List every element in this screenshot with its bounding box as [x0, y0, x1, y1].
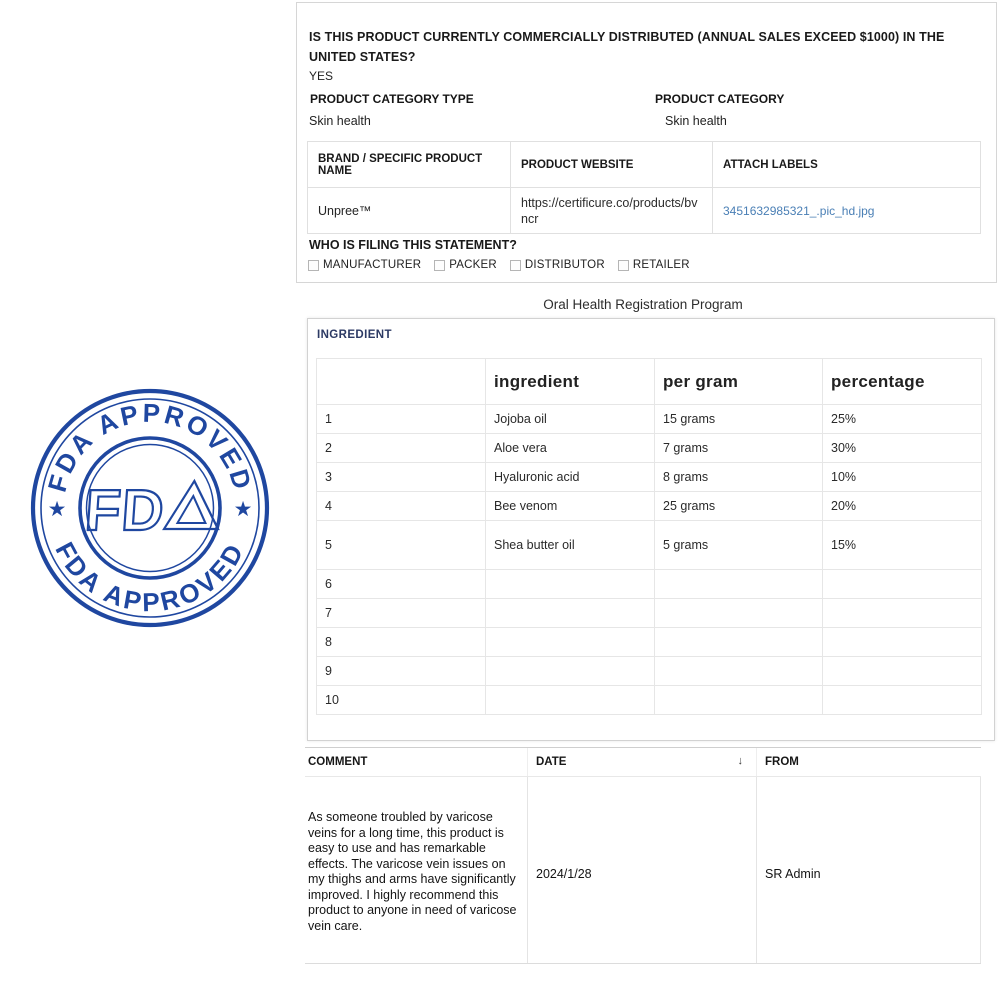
- ingredient-table: [316, 358, 982, 715]
- row-number: 10: [317, 686, 486, 715]
- filing-option-packer[interactable]: [434, 259, 497, 271]
- distributor-label: DISTRIBUTOR: [524, 259, 605, 271]
- comment-from: SR Admin: [757, 777, 981, 963]
- retailer-checkbox[interactable]: [618, 260, 629, 271]
- sort-descending-icon[interactable]: ↓: [737, 755, 743, 767]
- percentage-cell: 10%: [823, 463, 982, 492]
- manufacturer-label: MANUFACTURER: [323, 259, 422, 271]
- filing-option-distributor[interactable]: [510, 259, 605, 271]
- fda-logo: [83, 478, 222, 543]
- per-gram-cell: [655, 657, 823, 686]
- packer-label: PACKER: [449, 259, 497, 271]
- table-row: [317, 463, 982, 492]
- table-row: [317, 628, 982, 657]
- row-number: 7: [317, 599, 486, 628]
- stamp-bottom-text: FDA APPROVED: [49, 536, 251, 618]
- table-row: [317, 521, 982, 570]
- row-number: 3: [317, 463, 486, 492]
- per-gram-cell: 15 grams: [655, 405, 823, 434]
- ingredient-header: ingredient: [486, 359, 655, 405]
- brand-name-header: BRAND / SPECIFIC PRODUCT NAME: [308, 142, 511, 188]
- filing-options: [308, 259, 690, 271]
- table-row: [317, 657, 982, 686]
- per-gram-cell: 25 grams: [655, 492, 823, 521]
- table-row: [317, 405, 982, 434]
- row-number: 5: [317, 521, 486, 570]
- comment-text: As someone troubled by varicose veins for a long time, this product is easy to use and has remarkable effects. The varicose vein issues on my thighs and arms have significantly improved. I highly recommend this product to anyone in need of varicose vein care.: [305, 777, 528, 963]
- packer-checkbox[interactable]: [434, 260, 445, 271]
- comment-header: COMMENT: [305, 748, 528, 776]
- product-category-type-value: Skin health: [309, 114, 371, 128]
- table-row: [308, 188, 981, 234]
- ingredient-cell: [486, 657, 655, 686]
- row-number: 6: [317, 570, 486, 599]
- comment-table-body: [305, 777, 981, 964]
- filing-option-manufacturer[interactable]: [308, 259, 421, 271]
- row-number: 4: [317, 492, 486, 521]
- per-gram-cell: [655, 686, 823, 715]
- from-header: FROM: [765, 756, 799, 768]
- per-gram-cell: [655, 628, 823, 657]
- fda-approved-stamp: [28, 386, 272, 630]
- per-gram-cell: 7 grams: [655, 434, 823, 463]
- distributor-checkbox[interactable]: [510, 260, 521, 271]
- ingredient-cell: Bee venom: [486, 492, 655, 521]
- product-category-label: PRODUCT CATEGORY: [655, 92, 785, 106]
- fda-logo-fd-text: FD: [83, 478, 167, 543]
- product-website-value: https://certificure.co/products/bvncr: [521, 195, 698, 226]
- percentage-cell: [823, 599, 982, 628]
- table-row: [317, 570, 982, 599]
- retailer-label: RETAILER: [632, 259, 690, 271]
- ingredient-cell: [486, 686, 655, 715]
- comment-date: 2024/1/28: [528, 777, 757, 963]
- distribution-answer: YES: [309, 69, 334, 83]
- table-row: [317, 492, 982, 521]
- percentage-cell: 30%: [823, 434, 982, 463]
- product-category-type-label: PRODUCT CATEGORY TYPE: [310, 92, 474, 106]
- per-gram-cell: [655, 599, 823, 628]
- row-number-header: [317, 359, 486, 405]
- ingredient-cell: [486, 599, 655, 628]
- row-number: 8: [317, 628, 486, 657]
- ingredient-cell: [486, 628, 655, 657]
- percentage-cell: [823, 686, 982, 715]
- percentage-header: percentage: [823, 359, 982, 405]
- distribution-question: IS THIS PRODUCT CURRENTLY COMMERCIALLY DISTRIBUTED (ANNUAL SALES EXCEED $1000) IN THE UNITED STATES?: [309, 30, 945, 64]
- percentage-cell: 25%: [823, 405, 982, 434]
- attach-labels-header: ATTACH LABELS: [713, 142, 981, 188]
- table-row: [317, 599, 982, 628]
- percentage-cell: 15%: [823, 521, 982, 570]
- attach-label-link[interactable]: 3451632985321_.pic_hd.jpg: [723, 203, 875, 218]
- row-number: 9: [317, 657, 486, 686]
- comment-table-header: [305, 748, 981, 777]
- table-row: [317, 686, 982, 715]
- ingredient-cell: Aloe vera: [486, 434, 655, 463]
- date-header-label: DATE: [536, 756, 567, 768]
- ingredient-cell: Hyaluronic acid: [486, 463, 655, 492]
- filing-option-retailer[interactable]: [618, 259, 690, 271]
- stamp-top-text: FDA APPROVED: [41, 397, 259, 496]
- per-gram-cell: [655, 570, 823, 599]
- stamp-star-left-icon: ★: [47, 498, 67, 521]
- brand-product-table: [307, 141, 981, 234]
- stamp-star-right-icon: ★: [233, 498, 253, 521]
- percentage-cell: 20%: [823, 492, 982, 521]
- date-header: [528, 748, 757, 776]
- filing-question: WHO IS FILING THIS STATEMENT?: [309, 238, 517, 252]
- ingredient-cell: Jojoba oil: [486, 405, 655, 434]
- manufacturer-checkbox[interactable]: [308, 260, 319, 271]
- table-row: [317, 434, 982, 463]
- percentage-cell: [823, 628, 982, 657]
- fda-stamp-graphic: [28, 386, 272, 630]
- per-gram-cell: 5 grams: [655, 521, 823, 570]
- brand-name-value: Unpree™: [308, 188, 511, 234]
- per-gram-header: per gram: [655, 359, 823, 405]
- ingredient-cell: [486, 570, 655, 599]
- registration-program-title: Oral Health Registration Program: [543, 297, 743, 312]
- row-number: 1: [317, 405, 486, 434]
- row-number: 2: [317, 434, 486, 463]
- comment-table: [305, 747, 981, 964]
- product-category-value: Skin health: [665, 114, 727, 128]
- per-gram-cell: 8 grams: [655, 463, 823, 492]
- percentage-cell: [823, 657, 982, 686]
- ingredient-panel: [307, 318, 995, 741]
- ingredient-panel-label: INGREDIENT: [317, 329, 392, 341]
- product-website-header: PRODUCT WEBSITE: [511, 142, 713, 188]
- percentage-cell: [823, 570, 982, 599]
- product-info-panel: [296, 2, 997, 283]
- ingredient-cell: Shea butter oil: [486, 521, 655, 570]
- ingredient-header-row: [317, 359, 982, 405]
